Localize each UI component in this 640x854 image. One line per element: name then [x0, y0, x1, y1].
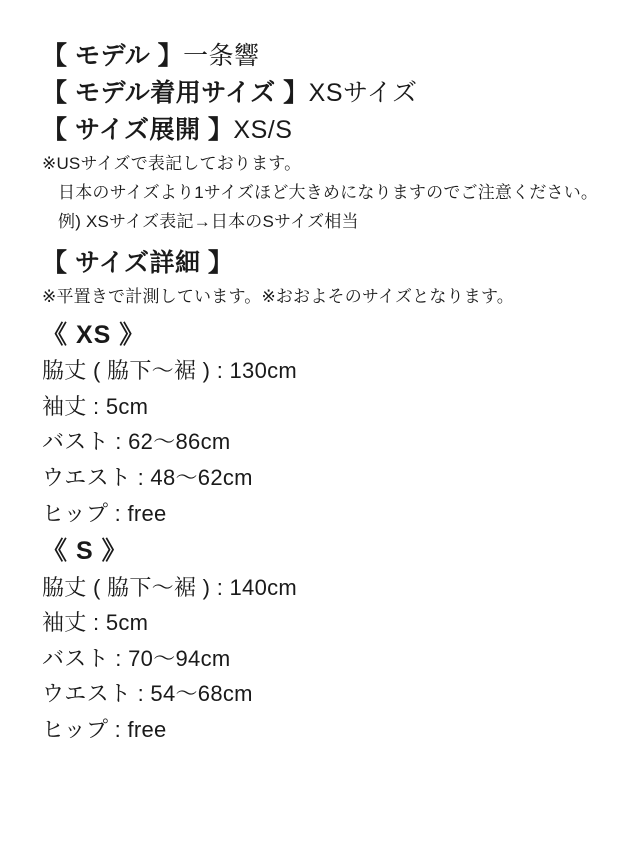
model-value: 一条響 — [183, 42, 260, 70]
measurement-row: ウエスト : 48〜62cm — [42, 465, 253, 491]
measurement-row: バスト : 70〜94cm — [42, 645, 231, 671]
model-size-line — [42, 75, 622, 112]
note-us-sizing: ※USサイズで表記しております。 — [42, 154, 302, 173]
note-size-caution: 日本のサイズより1サイズほど大きめになりますのでご注意ください。 — [58, 183, 599, 203]
size-range-value: XS/S — [233, 116, 293, 144]
measurement-row: ヒップ : free — [42, 717, 167, 743]
measurement-row: 脇丈 ( 脇下〜裾 ) : 130cm — [42, 358, 298, 384]
model-size-value: XSサイズ — [308, 79, 418, 107]
model-label: 【 モデル 】 — [42, 42, 184, 70]
measurement-row: 脇丈 ( 脇下〜裾 ) : 140cm — [42, 574, 298, 600]
model-size-label: 【 モデル着用サイズ 】 — [42, 79, 309, 107]
measurement-row: バスト : 62〜86cm — [42, 429, 231, 455]
measurement-row: ヒップ : free — [42, 500, 167, 526]
size-detail-heading: 【 サイズ詳細 】 — [42, 248, 234, 277]
size-heading-xs: 《 XS 》 — [42, 320, 146, 349]
size-heading-s: 《 S 》 — [42, 537, 128, 566]
model-line — [42, 38, 622, 75]
size-range-label: 【 サイズ展開 】 — [42, 116, 234, 144]
size-block-s — [42, 533, 622, 747]
measurement-row: 袖丈 : 5cm — [42, 393, 149, 419]
measurement-row: 袖丈 : 5cm — [42, 610, 149, 636]
note-size-example: 例) XSサイズ表記→日本のSサイズ相当 — [58, 212, 359, 232]
note-measurement-method: ※平置きで計測しています。※おおよそのサイズとなります。 — [42, 286, 515, 306]
size-range-line — [42, 112, 622, 149]
size-block-xs — [42, 317, 622, 531]
measurement-row: ウエスト : 54〜68cm — [42, 681, 253, 707]
